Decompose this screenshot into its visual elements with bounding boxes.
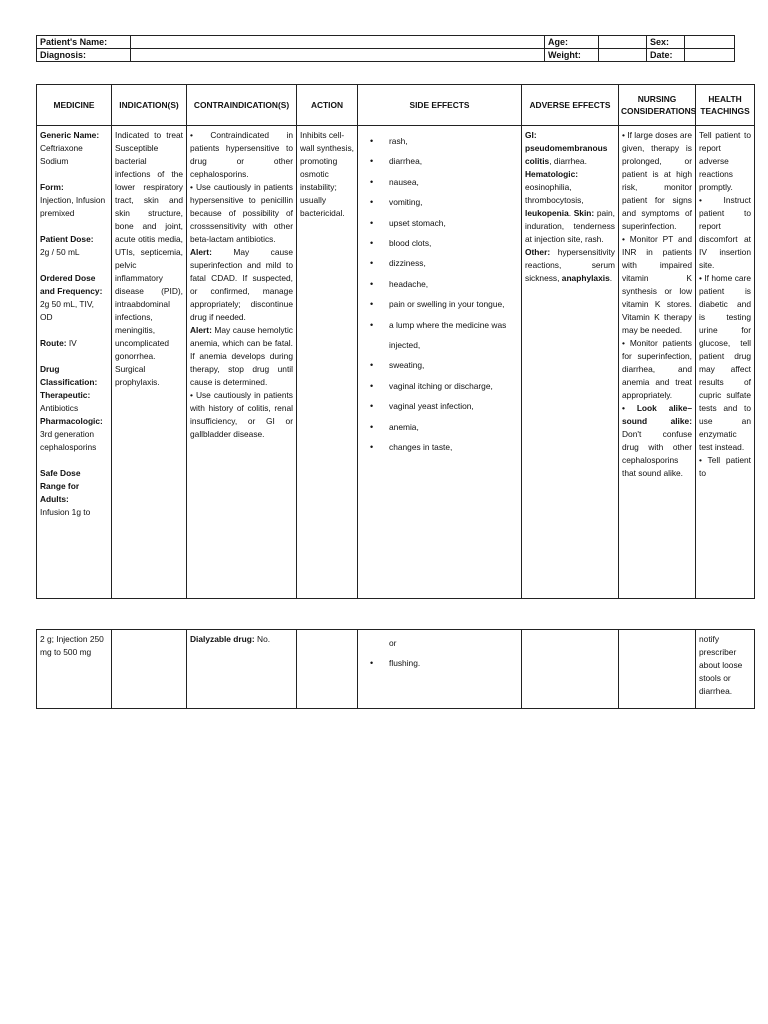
generic-name-label: Generic Name:	[40, 130, 100, 140]
dialyzable-value: No.	[257, 634, 271, 644]
col-header-action: ACTION	[297, 85, 358, 126]
nursing-item: • If large doses are given, therapy is prolonged, or patient is at high risk, monitor patient for signs and symptoms of superinfection.	[622, 130, 692, 231]
alert-label: Alert:	[190, 325, 212, 335]
bullet-icon: •	[370, 401, 374, 412]
safe-dose-value: Infusion 1g to	[40, 507, 91, 517]
diagnosis-label: Diagnosis:	[37, 49, 131, 62]
side-effect-text: pain or swelling in your tongue,	[389, 299, 505, 310]
gi-rest: , diarrhea.	[549, 156, 587, 166]
list-item	[361, 633, 518, 653]
leukopenia-text: leukopenia	[525, 208, 569, 218]
bullet-icon: •	[370, 360, 374, 371]
list-item	[361, 294, 518, 314]
teaching-item: • Instruct patient to report discomfort at IV insertion site.	[699, 195, 751, 270]
age-field[interactable]	[599, 36, 647, 49]
pharmacologic-value: 3rd generation cephalosporins	[40, 429, 97, 452]
list-item	[361, 417, 518, 437]
alert-text: May cause superinfection and mild to fatal CDAD. If suspected, or confirmed, manage appropriately; discontinue drug if needed.	[190, 247, 294, 322]
nursing-item: • Monitor patients for superinfection, diarrhea, and anemia and treat appropriately.	[622, 338, 692, 400]
col-header-side-effects: SIDE EFFECTS	[358, 85, 522, 126]
table-row	[37, 126, 755, 599]
patient-info-row-1	[37, 36, 735, 49]
alert-item	[190, 246, 293, 324]
hematologic-text: eosinophilia, thrombocytosis,	[525, 182, 584, 205]
list-item	[361, 172, 518, 192]
side-effects-cell	[358, 126, 522, 599]
col-header-contraindications: CONTRAINDICATION(S)	[187, 85, 297, 126]
side-effect-text: changes in taste,	[389, 442, 453, 453]
list-item	[361, 315, 518, 356]
bullet-icon: •	[370, 156, 374, 167]
other-label: Other:	[525, 247, 551, 257]
list-item	[361, 355, 518, 375]
nursing-item	[622, 402, 692, 480]
route-value: IV	[68, 338, 77, 348]
hematologic-label: Hematologic:	[525, 169, 579, 179]
weight-label: Weight:	[545, 49, 599, 62]
indications-cell: Indicated to treat Susceptible bacterial infections of the lower respiratory tract, skin and skin structure, bone and joint, acute otitis media, UTIs, septicemia, pelvic inflammatory disease (PID), intraabdominal infections, meningitis, uncomplicated gonorrhea. Surgical prophylaxis.	[112, 126, 187, 599]
ordered-dose-label: Ordered Dose and Frequency:	[40, 273, 103, 296]
bullet-icon: •	[370, 299, 374, 310]
side-effects-list	[361, 131, 518, 458]
list-item	[361, 151, 518, 171]
col-header-health-teaching: HEALTH TEACHINGS	[696, 85, 755, 126]
adverse-effects-cell: GI: pseudomembranous colitis, diarrhea. Hematologic: eosinophilia, thrombocytosis, leukopenia. Skin: pain, induration, tenderness at injection site, rash. Other: hypersensitivity reactions, serum sickness, anaphylaxis.	[522, 126, 619, 599]
list-item	[361, 253, 518, 273]
pharmacologic-label: Pharmacologic:	[40, 416, 103, 426]
bullet-icon: •	[370, 176, 374, 187]
side-effect-text: vaginal itching or discharge,	[389, 380, 493, 391]
teaching-item: Tell patient to report adverse reactions promptly.	[699, 130, 751, 192]
patient-name-field[interactable]	[131, 36, 545, 49]
side-effect-text: sweating,	[389, 360, 425, 371]
therapeutic-label: Therapeutic:	[40, 390, 91, 400]
side-effect-text: headache,	[389, 278, 429, 289]
health-teaching-cell-cont: notify prescriber about loose stools or diarrhea.	[696, 630, 755, 709]
action-cell-cont	[297, 630, 358, 709]
bullet-icon: •	[370, 442, 374, 453]
route-label: Route:	[40, 338, 67, 348]
list-item	[361, 233, 518, 253]
look-alike-label: • Look alike–sound alike:	[622, 403, 692, 426]
side-effect-text: anemia,	[389, 421, 419, 432]
col-header-adverse-effects: ADVERSE EFFECTS	[522, 85, 619, 126]
teaching-item: • If home care patient is diabetic and is testing urine for glucose, tell patient drug may affect results of cupric sulfate tests and to use an enzymatic test instead.	[699, 273, 751, 452]
look-alike-text: Don't confuse drug with other cephalosporins that sound alike.	[622, 429, 692, 478]
dialyzable-label: Dialyzable drug:	[190, 634, 255, 644]
sex-field[interactable]	[685, 36, 735, 49]
other-text: hypersensitivity reactions, serum sickness,	[525, 247, 615, 283]
skin-text: pain, induration, tenderness at injection site, rash.	[525, 208, 616, 244]
anaphylaxis-text: anaphylaxis	[561, 273, 610, 283]
bullet-icon: •	[370, 380, 374, 391]
table-header-row	[37, 85, 755, 126]
age-label: Age:	[545, 36, 599, 49]
side-effect-text: diarrhea,	[389, 156, 423, 167]
side-effect-text: blood clots,	[389, 238, 432, 249]
side-effect-text: nausea,	[389, 176, 419, 187]
medicine-cell	[37, 126, 112, 599]
col-header-nursing: NURSING CONSIDERATIONS	[619, 85, 696, 126]
contraindication-item: • Contraindicated in patients hypersensitive to drug or other cephalosporins.	[190, 130, 293, 179]
contraindications-cell-cont	[187, 630, 297, 709]
bullet-icon: •	[370, 217, 374, 228]
side-effect-text: vaginal yeast infection,	[389, 401, 474, 412]
table-row	[37, 630, 755, 709]
therapeutic-value: Antibiotics	[40, 403, 79, 413]
teaching-item: • Tell patient to	[699, 455, 751, 478]
contraindication-item: • Use cautiously in patients with history of colitis, renal insufficiency, or GI or gallbladder disease.	[190, 390, 293, 439]
date-field[interactable]	[685, 49, 735, 62]
bullet-icon: •	[370, 421, 374, 432]
alert-text: May cause hemolytic anemia, which can be fatal. If anemia develops during therapy, stop drug until cause is determined.	[190, 325, 293, 387]
side-effects-list-cont	[361, 633, 518, 674]
indications-cell-cont	[112, 630, 187, 709]
adverse-effects-cell-cont	[522, 630, 619, 709]
diagnosis-field[interactable]	[131, 49, 545, 62]
side-effect-text: or	[389, 638, 397, 648]
list-item	[361, 213, 518, 233]
alert-label: Alert:	[190, 247, 212, 257]
health-teaching-cell	[696, 126, 755, 599]
side-effect-text: vomiting,	[389, 197, 423, 208]
safe-dose-label: Safe Dose Range for Adults:	[40, 468, 81, 504]
form-value: Injection, Infusion premixed	[40, 195, 106, 218]
ordered-dose-value: 2g 50 mL, TIV, OD	[40, 299, 95, 322]
generic-name-value: Ceftriaxone Sodium	[40, 143, 83, 166]
bullet-icon: •	[370, 278, 374, 289]
form-label: Form:	[40, 182, 64, 192]
side-effects-cell-cont	[358, 630, 522, 709]
col-header-indications: INDICATION(S)	[112, 85, 187, 126]
patient-name-label: Patient's Name:	[37, 36, 131, 49]
medicine-cell-cont: 2 g; Injection 250 mg to 500 mg	[37, 630, 112, 709]
list-item	[361, 396, 518, 416]
side-effect-text: flushing.	[389, 658, 421, 669]
sex-label: Sex:	[647, 36, 685, 49]
date-label: Date:	[647, 49, 685, 62]
skin-label: Skin:	[573, 208, 595, 218]
alert-item	[190, 324, 293, 389]
bullet-icon: •	[370, 319, 374, 330]
nursing-cell	[619, 126, 696, 599]
list-item	[361, 131, 518, 151]
patient-info-table	[36, 35, 735, 62]
bullet-icon: •	[370, 238, 374, 249]
patient-info-row-2	[37, 49, 735, 62]
bullet-icon: •	[370, 197, 374, 208]
list-item	[361, 274, 518, 294]
bullet-icon: •	[370, 258, 374, 269]
drug-study-table	[36, 84, 755, 599]
side-effect-text: a lump where the medicine was injected,	[389, 319, 507, 351]
drug-study-table-continued	[36, 629, 755, 709]
nursing-cell-cont	[619, 630, 696, 709]
weight-field[interactable]	[599, 49, 647, 62]
side-effect-text: upset stomach,	[389, 217, 446, 228]
action-cell: Inhibits cell-wall synthesis, promoting osmotic instability; usually bactericidal.	[297, 126, 358, 599]
nursing-item: • Monitor PT and INR in patients with impaired vitamin K synthesis or low vitamin K stores. Vitamin K therapy may be needed.	[622, 234, 692, 335]
side-effect-text: dizziness,	[389, 258, 426, 269]
list-item: • flushing.	[370, 658, 421, 669]
gi-label: GI:	[525, 130, 537, 140]
list-item	[361, 437, 518, 457]
col-header-medicine: MEDICINE	[37, 85, 112, 126]
patient-dose-label: Patient Dose:	[40, 234, 94, 244]
contraindications-cell	[187, 126, 297, 599]
list-item	[361, 376, 518, 396]
gi-colitis: pseudomembranous colitis	[525, 143, 608, 166]
patient-dose-value: 2g / 50 mL	[40, 247, 80, 257]
side-effect-text: rash,	[389, 136, 408, 146]
list-item	[361, 192, 518, 212]
drug-class-label: Drug Classification:	[40, 364, 98, 387]
contraindication-item: • Use cautiously in patients hypersensitive to penicillin because of possibility of crosssensitivity with other beta-lactam antibiotics.	[190, 182, 293, 244]
bullet-icon: •	[370, 136, 374, 146]
